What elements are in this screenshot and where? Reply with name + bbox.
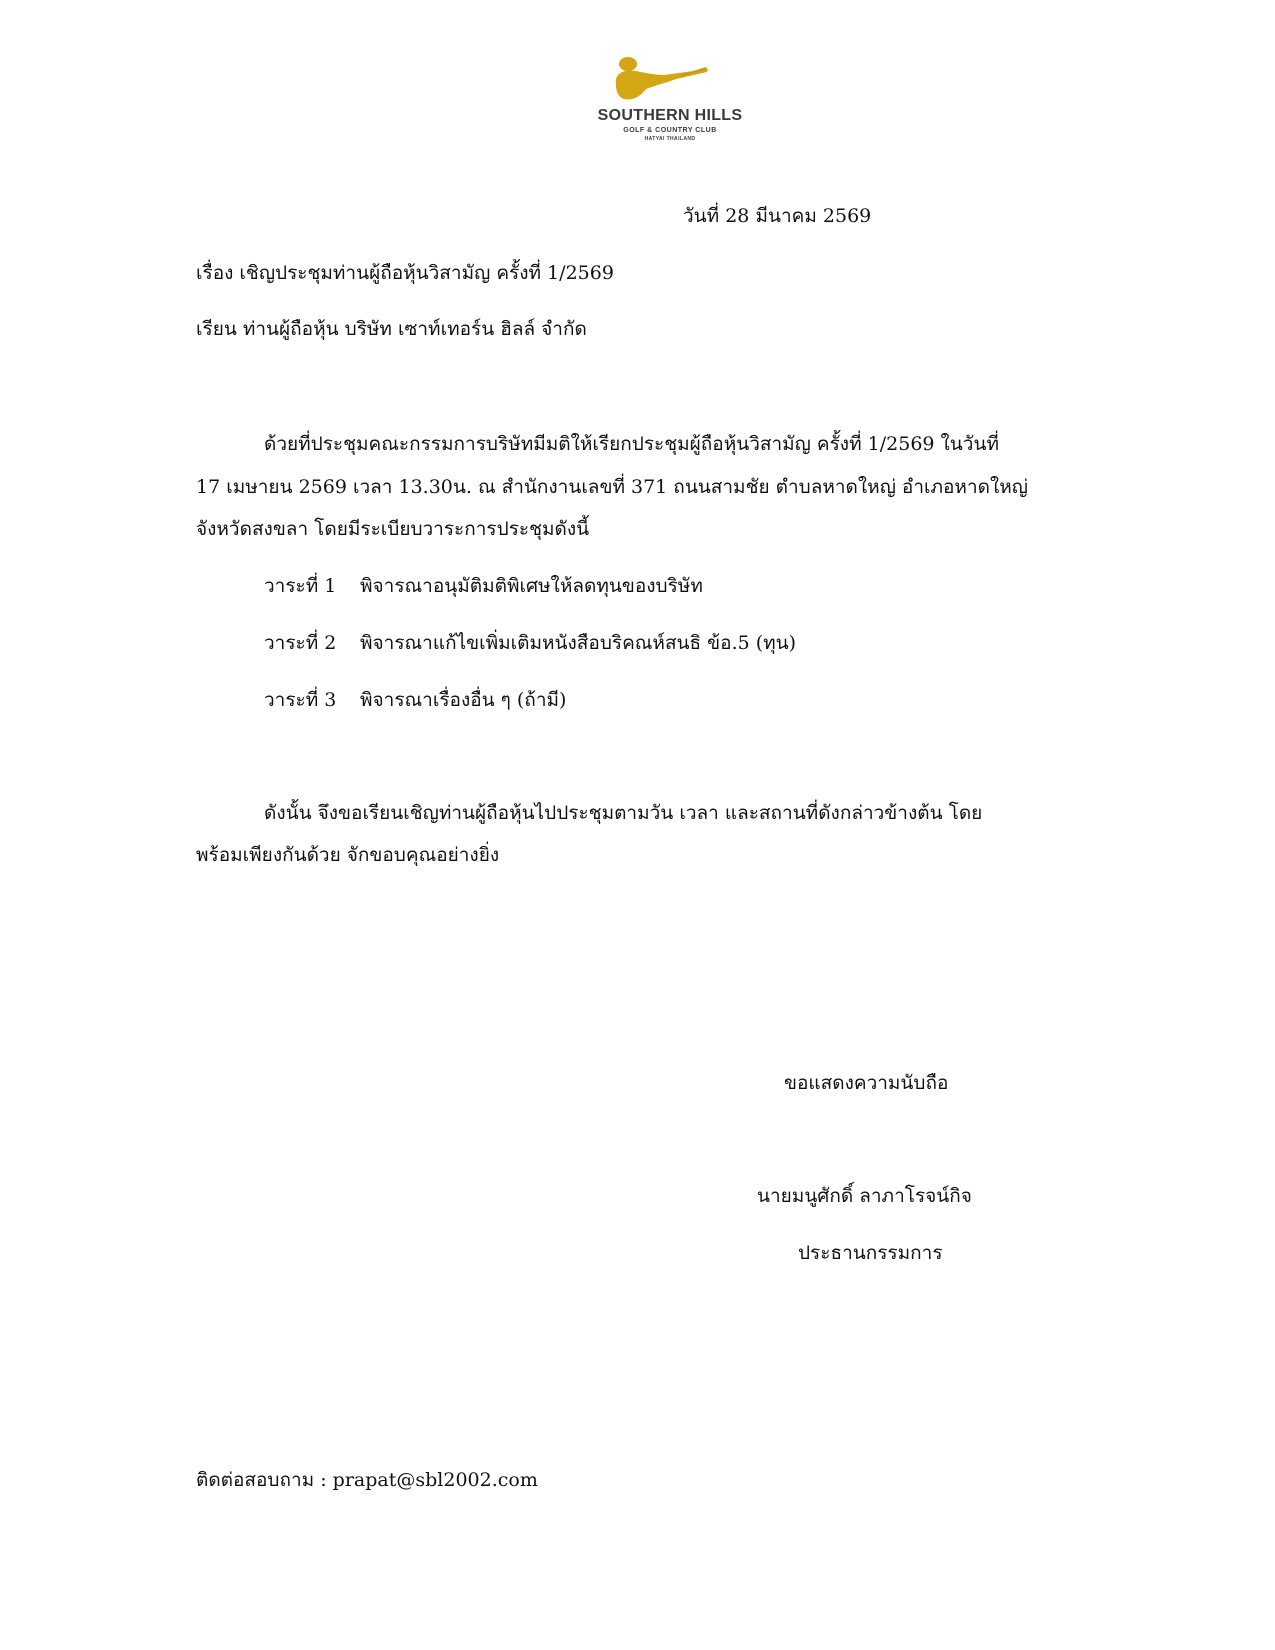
paragraph-line: พร้อมเพียงกันด้วย จักขอบคุณอย่างยิ่ง: [196, 844, 500, 866]
letter-subject: เรื่อง เชิญประชุมท่านผู้ถือหุ้นวิสามัญ ครั้งที่ 1/2569: [196, 262, 614, 284]
signer-position: ประธานกรรมการ: [798, 1242, 943, 1264]
agenda-text: พิจารณาแก้ไขเพิ่มเติมหนังสือบริคณห์สนธิ ข้อ.5 (ทุน): [360, 632, 797, 654]
agenda-number: วาระที่ 1: [264, 575, 337, 597]
paragraph-line: ดังนั้น จึงขอเรียนเชิญท่านผู้ถือหุ้นไปประชุมตามวัน เวลา และสถานที่ดังกล่าวข้างต้น โดย: [264, 802, 983, 824]
logo-title: SOUTHERN HILLS: [597, 107, 743, 124]
golfer-swing-icon: [580, 55, 760, 107]
agenda-number: วาระที่ 2: [264, 632, 337, 654]
paragraph-line: 17 เมษายน 2569 เวลา 13.30น. ณ สำนักงานเลขที่ 371 ถนนสามชัย ตำบลหาดใหญ่ อำเภอหาดใหญ่: [196, 476, 1028, 498]
logo-subtitle: GOLF & COUNTRY CLUB: [623, 127, 717, 134]
agenda-item-1: [264, 573, 703, 599]
company-logo: [580, 55, 760, 150]
logo-location: HATYAI THAILAND: [644, 136, 696, 142]
agenda-number: วาระที่ 3: [264, 689, 337, 711]
agenda-text: พิจารณาเรื่องอื่น ๆ (ถ้ามี): [360, 689, 567, 711]
agenda-item-2: [264, 630, 796, 656]
contact-line: ติดต่อสอบถาม : prapat@sbl2002.com: [196, 1469, 538, 1491]
agenda-text: พิจารณาอนุมัติมติพิเศษให้ลดทุนของบริษัท: [360, 575, 703, 597]
letter-recipient: เรียน ท่านผู้ถือหุ้น บริษัท เซาท์เทอร์น ฮิลล์ จำกัด: [196, 318, 587, 340]
closing-salutation: ขอแสดงความนับถือ: [784, 1072, 949, 1094]
agenda-item-3: [264, 687, 566, 713]
letter-date: วันที่ 28 มีนาคม 2569: [683, 205, 872, 227]
paragraph-line: จังหวัดสงขลา โดยมีระเบียบวาระการประชุมดังนี้: [196, 518, 590, 540]
paragraph-line: ด้วยที่ประชุมคณะกรรมการบริษัทมีมติให้เรียกประชุมผู้ถือหุ้นวิสามัญ ครั้งที่ 1/2569 ในวันที่: [264, 433, 999, 455]
signer-name: นายมนูศักดิ์ ลาภาโรจน์กิจ: [757, 1185, 972, 1207]
